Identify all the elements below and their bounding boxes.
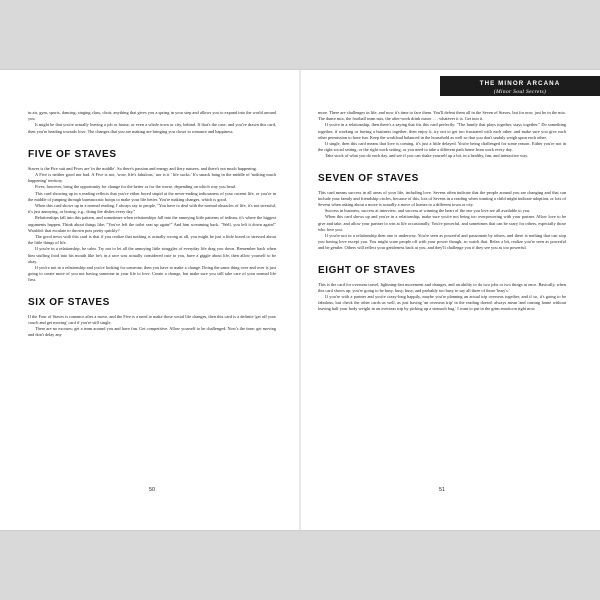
paragraph: This card showing up in a reading reflects that you're either bored stupid at the never-ending tediousness of your current life, or you're in the middle of jumping through bureaucratic hoops to make your life better. You're making changes, which is good. bbox=[28, 190, 276, 202]
page-number-left: 50 bbox=[149, 487, 155, 493]
paragraph: If you're not in a relationship then one is underway. You're seen as powerful and passionate by others, and there is nothing that can stop you having love except you. You might scare people off with your power though, so watch that. Relax a bit, realize you're seen as powerful and be gentler. Others will reflect your gentleness back at you, and they'll challenge you if they see you as too powerful. bbox=[318, 233, 566, 251]
running-header bbox=[440, 76, 600, 96]
paragraph: in air, gym, sports, dancing, singing class, choir, anything that gives you a spring in your step and allows you to expand into the world around you. bbox=[28, 110, 276, 122]
paragraph: If you're with a partner and you're crazy-long happily, maybe you're planning an actual trip overseas together, and if so, it's going to be fabulous, but check the other cards as well, as just having 'an overseas trip' in the reading doesn't always mean 'and coming home without leaving half your body weight in an overseas trip by picking up a stomach bug.' I want to put in the grim emoticon right now. bbox=[318, 294, 566, 312]
paragraph: When this card shows up and you're in a relationship, make sure you're not being too overpowering with your partner. Allow love to be give and take, and allow your partner to win at life occasionally. You're powerful, and sometimes that can be scary for others, especially those who love you. bbox=[318, 214, 566, 232]
paragraph: Relationships fall into this pattern, and sometimes when relationships fall into the annoying little patterns of tedium, it's where the biggest arguments happen. Think about things like, "You've left the toilet seat up again!" And him screaming back, "Well, you left it down again!" Wouldn't that escalate to thrown pots pretty quickly? bbox=[28, 215, 276, 233]
page-number-right: 51 bbox=[439, 487, 445, 493]
paragraph: This is the card for overseas travel, lightning-fast movement and changes, and an ability to do two jobs or two things at once. Basically, when this card shows up, you're going to be busy, busy, busy, and probably too busy to say all three of those 'busy's.' bbox=[318, 281, 566, 293]
running-header-subtitle: (Minor Soul Secrets) bbox=[493, 88, 547, 95]
paragraph: If you're in a relationship, be calm. Try not to let all the annoying little struggles of everyday life drag you down. Remember back when him stuffing food into his mouth like he's in a race was actually considered cute to you, have a giggle about life, then allow yourself to be okay. bbox=[28, 246, 276, 264]
paragraph: It might be that you're actually leaving a job or house, or even a whole town or city, behind. If that's the case, and you've drawn this card, then you're heading towards love. The changes that you are making are bringing you closer to romance and happiness. bbox=[28, 122, 276, 134]
paragraph: If you're not in a relationship and you're looking for someone, then you have to make a change. Doing the same thing over and over is just going to create more of you not having someone in your life to love. Create a change, but make sure you still take care of your normal life first. bbox=[28, 265, 276, 283]
paragraph: Fives, however, bring the opportunity for change for the better or for the worse, depending on which way you head. bbox=[35, 184, 236, 190]
paragraph: more. There are challenges in life, and now it's time to face them. You'll defeat them all in the Seven of Staves, but for now, just be in the mix. The dance mix, the football team mix, the after-work drink mixer . . . whatever it is. Get into it. bbox=[318, 110, 566, 122]
paragraph: The good news with this card is that if you realize that nothing is actually wrong at all, you might be just a little bored or stressed about the little things of life. bbox=[28, 234, 276, 246]
right-page-column bbox=[318, 110, 566, 460]
paragraph: If the Four of Staves is romance after a move, and the Five is a need to make those social life changes, then this card is a definite 'get off your couch and get moving' card if you're still single. bbox=[28, 313, 276, 325]
paragraph: A Five is neither good nor bad. A Five is not, 'wow, life's fabulous,' nor is it ' life sucks.' It's smack bang in the middle of 'nothing much happening' territory. bbox=[28, 172, 276, 184]
paragraph: Staves is the Fire suit and Fives are 'in the middle'. So there's passion and energy and fiery natures, and there's not much happening. bbox=[28, 165, 257, 171]
running-header-title: THE MINOR ARCANA bbox=[479, 80, 561, 87]
paragraph: Take stock of what you do each day, and see if you can shake yourself up a bit, in a healthy, fun, and interactive way. bbox=[325, 153, 529, 159]
page-gutter bbox=[299, 70, 301, 530]
paragraph: If you're in a relationship, then there's a saying that fits this card perfectly: "The family that plays together, stays together." Do something together, if working or having a business together, then enjoy it, try not to get too frustrated with each other, and make sure you give each other permission to have fun. Keep the workload balanced in the household as well so that you don't unduly weigh upon each other. bbox=[318, 122, 566, 140]
section-heading: FIVE OF STAVES bbox=[28, 148, 117, 160]
paragraph: Success in business, success at interview, and success at winning the heart of the one you love are all available to you. bbox=[325, 208, 531, 214]
section-heading: SEVEN OF STAVES bbox=[318, 172, 419, 184]
paragraph: When this card shows up in a normal reading, I always say to people, "You have to deal with the normal obstacles of life, it's not stressful, it's just annoying, or boring, e.g., doing the dishes every day." bbox=[28, 203, 276, 215]
section-heading: EIGHT OF STAVES bbox=[318, 264, 416, 276]
paragraph: There are no excuses; get a team around you and have fun. Get competitive. Allow yourself to be challenged. Now's the time; get moving and don't delay any bbox=[28, 326, 276, 338]
section-heading: SIX OF STAVES bbox=[28, 296, 110, 308]
left-page-column bbox=[28, 110, 276, 460]
paragraph: If single, then this card means that love is coming, it's just a little delayed. You're being challenged for some reason. Either you're not in the right social setting, or the right work setting, or you need to take a different path home from work every day. bbox=[318, 141, 566, 153]
paragraph: This card means success in all areas of your life, including love. Sevens often indicate that the people around you are changing and that can include your family and friendship circles, because of this, lots of Sevens in a reading when wanting a child might indicate adoption, or lots of Sevens when asking about a move is actually a move of homes to a different town or city. bbox=[318, 189, 566, 208]
